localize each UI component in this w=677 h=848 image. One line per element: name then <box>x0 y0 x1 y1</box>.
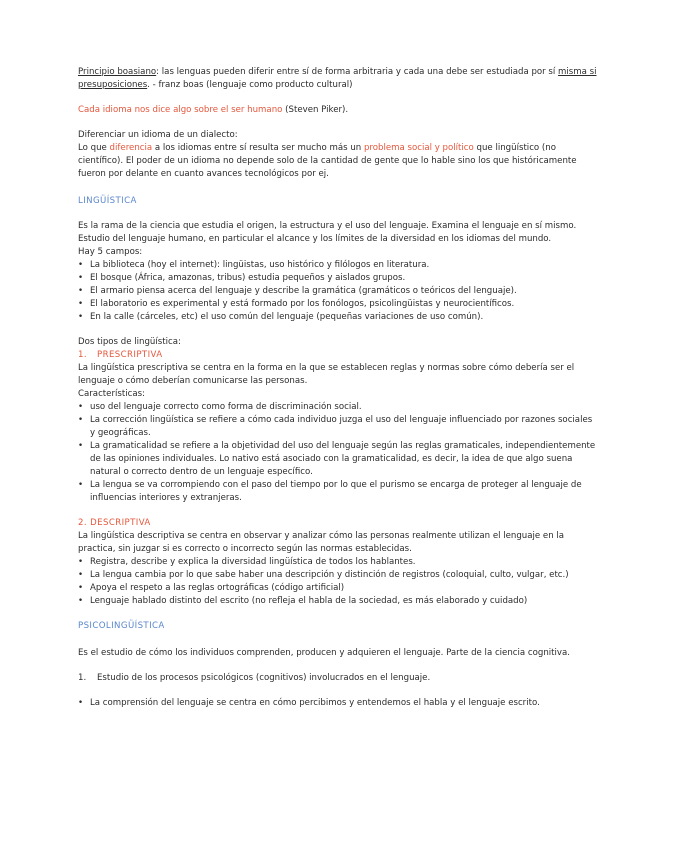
list-item: • uso del lenguaje correcto como forma de discriminación social. <box>78 401 598 414</box>
psico-definition: Es el estudio de cómo los individuos comprenden, producen y adquieren el lenguaje. Parte de la ciencia cognitiva. <box>78 648 571 658</box>
psico-list <box>78 697 598 710</box>
list-item: • Lenguaje hablado distinto del escrito (no refleja el habla de la sociedad, es más elaborado y cuidado) <box>78 595 598 608</box>
descriptiva-text: La lingüística descriptiva se centra en observar y analizar cómo las personas realmente utilizan el lenguaje en la practica, sin juzgar si es correcto o incorrecto según las normas establecidas. <box>78 531 565 554</box>
linguistica-definition: Es la rama de la ciencia que estudia el origen, la estructura y el uso del lenguaje. Examina el lenguaje en sí mismo. Estudio del lenguaje humano, en particular el alcance y los límites de la diversidad en los idiomas del mundo. <box>78 221 577 244</box>
dialect-highlight-1: diferencia <box>109 143 153 153</box>
types-intro: Dos tipos de lingüística: <box>78 337 181 347</box>
boas-paragraph <box>78 66 598 92</box>
psico-item-text: Estudio de los procesos psicológicos (cognitivos) involucrados en el lenguaje. <box>97 673 431 683</box>
list-item: • La corrección lingüística se refiere a cómo cada individuo juzga el uso del lenguaje influenciado por razones sociales y geográficas. <box>78 414 598 440</box>
fields-intro: Hay 5 campos: <box>78 247 143 257</box>
prescriptiva-text: La lingüística prescriptiva se centra en la forma en la que se establecen reglas y normas sobre cómo debería ser el lenguaje o cómo deberían comunicarse las personas. <box>78 363 575 386</box>
psico-numbered-item <box>78 672 598 685</box>
list-item: • La gramaticalidad se refiere a la objetividad del uso del lenguaje según las reglas gramaticales, independientemente de las opiniones individuales. Lo nativo está asociado con la gramaticalidad, es decir, la idea de que algo suena natural o correcto dentro de un lenguaje específico. <box>78 440 598 479</box>
list-item: • Registra, describe y explica la diversidad lingüística de todos los hablantes. <box>78 556 598 569</box>
list-item: • La lengua cambia por lo que sabe haber una descripción y distinción de registros (coloquial, culto, vulgar, etc.) <box>78 569 598 582</box>
descriptiva-list <box>78 556 598 608</box>
dialect-title: Diferenciar un idioma de un dialecto: <box>78 130 238 140</box>
boas-text: : las lenguas pueden diferir entre sí de forma arbitraria y cada una debe ser estudiada por sí <box>156 67 559 77</box>
section-heading-prescriptiva <box>78 349 598 362</box>
characteristics-label: Características: <box>78 389 145 399</box>
list-item: • En la calle (cárceles, etc) el uso común del lenguaje (pequeñas variaciones de uso común). <box>78 311 598 324</box>
dialect-text-1: Lo que <box>78 143 110 153</box>
prescriptiva-number: 1. <box>78 350 87 360</box>
list-item: • El bosque (África, amazonas, tribus) estudia pequeños y aislados grupos. <box>78 272 598 285</box>
document-body <box>78 66 598 710</box>
list-item: • La lengua se va corrompiendo con el paso del tiempo por lo que el purismo se encarga de proteger al lenguaje de influencias interiores y extranjeras. <box>78 479 598 505</box>
list-item: • El armario piensa acerca del lenguaje y describe la gramática (gramáticos o teóricos del lenguaje). <box>78 285 598 298</box>
quote-author: (Steven Piker). <box>282 105 349 115</box>
prescriptiva-heading: PRESCRIPTIVA <box>97 350 163 360</box>
prescriptiva-list <box>78 401 598 505</box>
fields-list <box>78 259 598 324</box>
boas-source: . - franz boas (lenguaje como producto cultural) <box>147 80 353 90</box>
dialect-paragraph <box>78 142 598 181</box>
list-item: • La comprensión del lenguaje se centra en cómo percibimos y entendemos el habla y el lenguaje escrito. <box>78 697 598 710</box>
quote-paragraph <box>78 104 598 117</box>
list-item: • La biblioteca (hoy el internet): lingüistas, uso histórico y filólogos en literatura. <box>78 259 598 272</box>
dialect-highlight-2: problema social y político <box>363 143 474 153</box>
psico-item-number: 1. <box>78 673 87 683</box>
section-heading-descriptiva: 2. DESCRIPTIVA <box>78 518 151 528</box>
section-heading-linguistica: LINGÜÍSTICA <box>78 196 137 206</box>
list-item: • El laboratorio es experimental y está formado por los fonólogos, psicolingüistas y neurocientíficos. <box>78 298 598 311</box>
boas-title: Principio boasiano <box>78 67 157 77</box>
dialect-text-3: que lingüístico (no científico). El poder de un idioma no depende solo de la cantidad de gente que lo hable sino los que históricamente fueron por delante en cuanto avances tecnológicos por ej. <box>78 143 577 179</box>
quote-text: Cada idioma nos dice algo sobre el ser humano <box>78 105 283 115</box>
dialect-text-2: a los idiomas entre sí resulta ser mucho más un <box>152 143 364 153</box>
section-heading-psicolinguistica: PSICOLINGÜÍSTICA <box>78 621 165 631</box>
list-item: • Apoya el respeto a las reglas ortográficas (código artificial) <box>78 582 598 595</box>
boas-underlined: misma si presuposiciones <box>78 67 597 90</box>
